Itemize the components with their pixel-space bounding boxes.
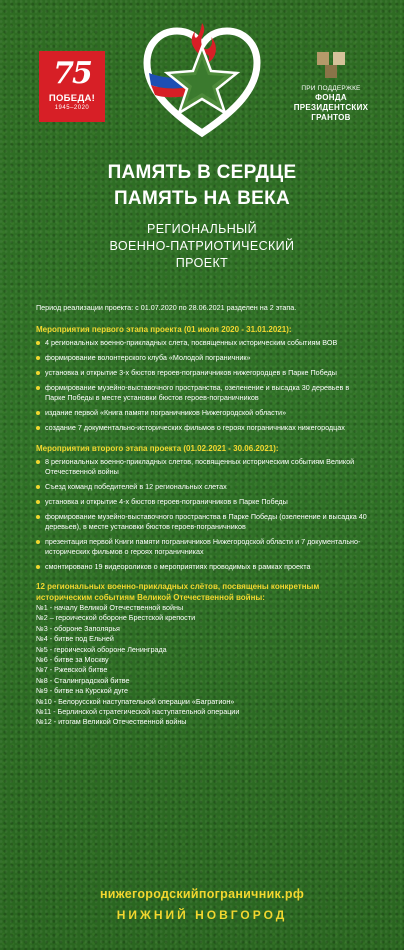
rally-item: №5 - героической обороне Ленинграда: [36, 644, 167, 654]
stage1-item: создание 7 документально-исторических фильмов о героях пограничниках нижегородцах: [36, 423, 370, 433]
rally-item: №1 - началу Великой Отечественной войны: [36, 603, 184, 612]
grants-fund-icon: [314, 50, 348, 80]
stage1-item: установка и открытие 3-х бюстов героев-пограничников нижегородцев в Парке Победы: [36, 368, 370, 378]
rally-item: №4 - битве под Ельней: [36, 634, 114, 644]
rallies-title: 12 региональных военно-прикладных слётов, посвящены конкретным историческим событиям Великой Отечественной войны:: [36, 582, 320, 602]
fund-line3: ПРЕЗИДЕНТСКИХ: [293, 103, 369, 112]
rally-item: №12 - итогам Великой Отечественной войны: [36, 717, 187, 727]
rally-item: №7 - Ржевской битве: [36, 665, 108, 675]
stage2-item: установка и открытие 4-х бюстов героев-пограничников в Парке Победы: [36, 497, 370, 507]
city-name: НИЖНИЙ НОВГОРОД: [116, 908, 288, 922]
logo75-word: ПОБЕДА!: [48, 93, 96, 104]
stage1-item: формирование волонтерского клуба «Молодой пограничник»: [36, 353, 370, 363]
presidential-grants-fund-logo: [283, 50, 379, 123]
stage2-item: Съезд команд победителей в 12 региональных слетах: [36, 482, 370, 492]
fund-line2: ФОНДА: [315, 93, 347, 102]
rally-item: №8 - Сталинградской битве: [36, 675, 130, 685]
rally-item: №2 – героической обороне Брестской крепости: [36, 613, 196, 623]
project-period: Период реализации проекта: с 01.07.2020 по 28.06.2021 разделен на 2 этапа.: [36, 303, 297, 312]
project-description: [36, 303, 370, 728]
rally-item: №3 - обороне Заполярья: [36, 623, 120, 633]
page-title: [0, 160, 404, 212]
stage2-item: презентация первой Книги памяти пограничников Нижегородской области и 7 документально-исторических фильмов о героях пограничниках: [36, 537, 370, 557]
subtitle-line-3: ПРОЕКТ: [175, 256, 229, 270]
rally-item: №6 - битве за Москву: [36, 655, 109, 665]
website-link[interactable]: нижегородскийпограничник.рф: [99, 887, 305, 901]
stage1-list: [36, 338, 370, 433]
stage2-list: [36, 457, 370, 572]
stage2-item: смонтировано 19 видеороликов о мероприятиях проводимых в рамках проекта: [36, 562, 370, 572]
stage1-item: издание первой «Книга памяти пограничников Нижегородской области»: [36, 408, 370, 418]
logo75-number: 75: [53, 56, 91, 91]
rally-item: №10 - Белорусской наступательной операции «Багратион»: [36, 696, 235, 706]
title-line-1: ПАМЯТЬ В СЕРДЦЕ: [107, 162, 297, 183]
page-subtitle: [0, 221, 404, 272]
header: [0, 0, 404, 290]
title-line-2: ПАМЯТЬ НА ВЕКА: [113, 188, 291, 209]
logo75-years: 1945–2020: [54, 105, 90, 111]
stage2-item: формирование музейно-выставочного пространства в Парке Победы (озеленение и высадка 40 деревьев), в месте установки бюстов героев-пограничников: [36, 512, 370, 532]
stage2-title: Мероприятия второго этапа проекта (01.02.2021 - 30.06.2021):: [36, 444, 279, 453]
subtitle-line-2: ВОЕННО-ПАТРИОТИЧЕСКИЙ: [109, 239, 295, 253]
subtitle-line-1: РЕГИОНАЛЬНЫЙ: [146, 222, 258, 236]
stage2-item: 8 региональных военно-прикладных слетов, посвященных историческим событиям Великой Отечественной войны: [36, 457, 370, 477]
victory-75-logo: [39, 51, 105, 122]
stage1-item: формирование музейно-выставочного пространства, озеленение и высадка 30 деревьев в Парке Победы в месте установки бюстов героев-пограничников: [36, 383, 370, 403]
stage1-item: 4 региональных военно-прикладных слета, посвященных историческим событиям ВОВ: [36, 338, 370, 348]
fund-line4: ГРАНТОВ: [311, 113, 351, 122]
stage1-title: Мероприятия первого этапа проекта (01 июля 2020 - 31.01.2021):: [36, 325, 292, 334]
fund-line1: ПРИ ПОДДЕРЖКЕ: [301, 85, 361, 92]
rally-item: №9 - битве на Курской дуге: [36, 686, 128, 696]
rallies-list: [36, 603, 370, 728]
heart-star-flame-emblem: [139, 15, 265, 143]
rally-item: №11 - Берлинской стратегической наступательной операции: [36, 707, 240, 717]
